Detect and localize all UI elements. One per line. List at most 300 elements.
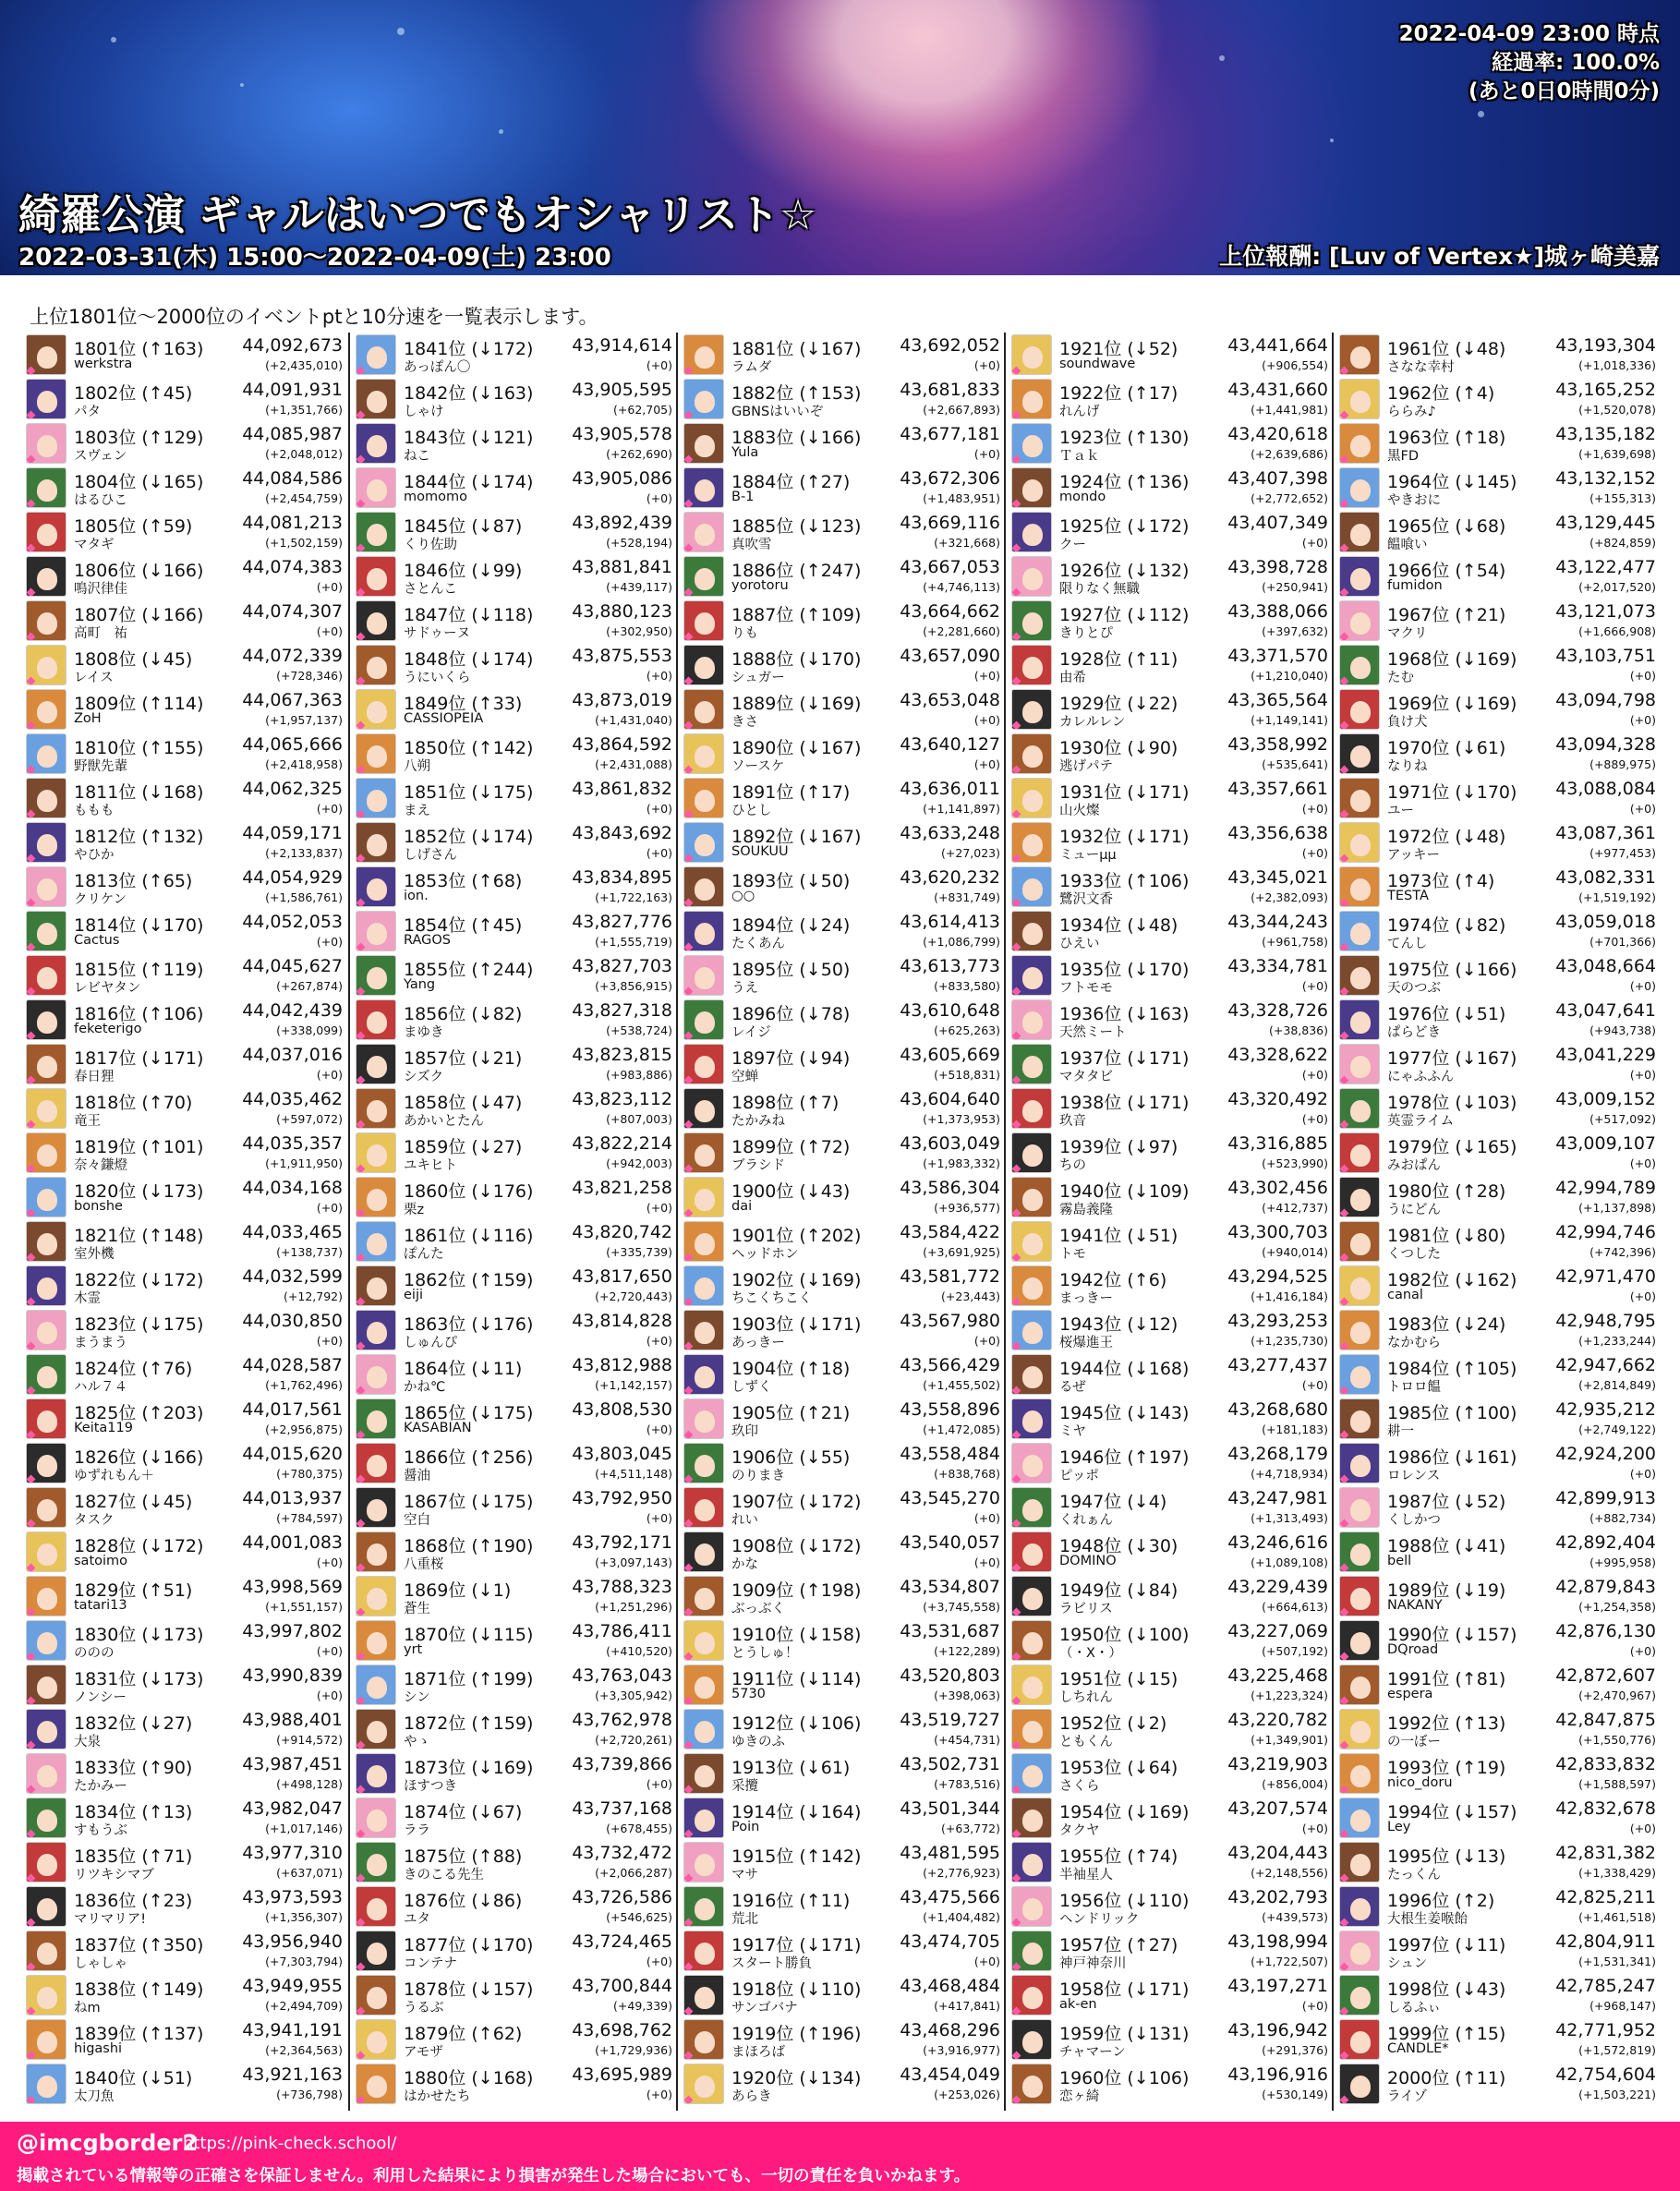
event-points: 43,047,641 [1555,1000,1656,1021]
star-icon [1340,588,1349,597]
avatar-face [37,1898,57,1920]
producer-name: 真吹雪 [731,538,772,552]
star-icon [1340,2052,1349,2060]
idol-avatar-icon [26,1398,66,1439]
rank-label: 1804位 (↓165) [74,472,204,492]
ranking-entry [678,1707,1006,1751]
ranking-entry [678,554,1006,599]
rank-label: 1806位 (↓166) [74,561,204,581]
idol-avatar-icon [683,556,724,597]
star-icon [27,1209,36,1217]
producer-name: かな [731,1557,758,1572]
producer-name: 耕一 [1387,1424,1414,1439]
ranking-entry [1006,732,1334,776]
event-points: 43,345,021 [1227,867,1328,888]
producer-name: yorotoru [731,578,789,593]
star-icon [27,1608,36,1616]
idol-avatar-icon [26,1531,66,1572]
points-delta: (+2,133,837) [265,846,343,860]
event-points: 43,905,086 [572,468,672,489]
ranking-entry [350,1131,678,1175]
producer-name: ハル７４ [74,1380,127,1395]
star-icon [27,1386,36,1395]
ranking-entry [678,1042,1006,1086]
avatar-face [695,790,715,812]
rank-label: 1821位 (↑148) [74,1226,204,1246]
event-points: 43,388,066 [1227,601,1328,622]
rank-label: 1989位 (↓19) [1387,1580,1506,1601]
avatar-face [1022,1632,1043,1654]
star-icon [27,1120,36,1129]
points-delta: (+122,289) [934,1644,1000,1658]
idol-avatar-icon [1011,1798,1052,1838]
twitter-handle-link[interactable]: @imcgborder2 [17,2130,199,2156]
event-points: 44,035,357 [242,1133,343,1154]
avatar-face [367,1765,387,1787]
points-delta: (+1,223,324) [1251,1689,1328,1702]
avatar-face [367,745,387,768]
rank-label: 1872位 (↑159) [404,1713,534,1734]
rank-label: 1848位 (↓174) [404,649,534,670]
star-icon [357,1386,366,1395]
rank-label: 1936位 (↓163) [1059,1004,1190,1024]
event-points: 43,792,950 [572,1488,672,1508]
rank-label: 1900位 (↓43) [731,1181,851,1202]
idol-avatar-icon [1011,1975,1052,2015]
points-delta: (+1,502,159) [265,536,343,550]
points-delta: (+1,586,761) [265,890,343,904]
rank-label: 1845位 (↓87) [404,516,523,537]
rank-label: 1906位 (↓55) [731,1447,851,1468]
points-delta: (+0) [646,1777,672,1791]
event-points: 43,677,181 [900,424,1000,444]
star-icon [27,1032,36,1040]
points-delta: (+2,435,010) [265,358,343,372]
producer-name: soundwave [1059,357,1136,371]
star-icon [684,1298,694,1306]
idol-avatar-icon [356,866,396,907]
idol-avatar-icon [1339,1886,1380,1927]
ranking-entry [350,421,678,466]
idol-avatar-icon [683,1753,724,1794]
event-points: 43,821,258 [572,1178,672,1198]
producer-name: うにどん [1387,1203,1441,1217]
event-points: 42,879,843 [1555,1577,1656,1597]
idol-avatar-icon [26,467,66,508]
producer-name: きのこる先生 [404,1868,484,1882]
points-delta: (+1,441,981) [1251,403,1328,417]
points-delta: (+0) [1629,669,1656,683]
idol-avatar-icon [356,1576,396,1616]
ranking-entry [678,1264,1006,1308]
event-points: 43,475,566 [900,1887,1000,1907]
rank-label: 1957位 (↑27) [1059,1935,1178,1955]
points-delta: (+1,957,137) [265,713,343,727]
star-icon [684,1165,694,1173]
rank-label: 1907位 (↓172) [731,1492,862,1512]
producer-name: ZoH [74,711,102,726]
points-delta: (+0) [646,358,672,372]
idol-avatar-icon [26,1798,66,1838]
producer-name: ひとし [731,804,772,818]
avatar-face [1350,923,1371,945]
rank-label: 1932位 (↓171) [1059,827,1190,847]
idol-avatar-icon [26,1177,66,1217]
points-delta: (+0) [1629,979,1656,993]
ranking-entry [20,421,348,466]
rank-label: 1880位 (↓168) [404,2068,534,2088]
avatar-face [1022,1455,1043,1477]
ranking-entry [1334,909,1662,953]
producer-name: ぽんた [404,1247,444,1262]
event-points: 42,825,211 [1555,1887,1656,1907]
idol-avatar-icon [356,334,396,375]
event-points: 43,726,586 [572,1887,672,1907]
rank-label: 1918位 (↓110) [731,1979,862,2000]
producer-name: くつした [1387,1247,1441,1262]
avatar-face [37,435,57,457]
avatar-face [367,1277,387,1300]
event-points: 43,892,439 [572,513,672,533]
producer-name: 黒FD [1387,449,1420,464]
event-points: 42,872,607 [1555,1665,1656,1686]
points-delta: (+940,014) [1262,1245,1328,1259]
star-icon [357,1076,366,1084]
points-delta: (+0) [1629,1644,1656,1658]
star-icon [1012,1431,1021,1439]
star-icon [357,1830,366,1838]
idol-avatar-icon [356,1842,396,1882]
avatar-face [1022,701,1043,723]
event-points: 42,831,382 [1555,1843,1656,1863]
idol-avatar-icon [1339,733,1380,774]
points-delta: (+4,718,934) [1251,1467,1328,1481]
avatar-face [1350,1721,1371,1743]
ranking-entry [678,1086,1006,1131]
idol-avatar-icon [1011,1753,1052,1794]
avatar-face [367,923,387,945]
event-points: 42,947,662 [1555,1355,1656,1375]
producer-name: 饂喰い [1387,538,1428,552]
event-points: 43,204,443 [1227,1843,1328,1863]
idol-avatar-icon [1011,334,1052,375]
ranking-entry [678,1663,1006,1707]
event-points: 43,246,616 [1227,1532,1328,1553]
avatar-face [1022,1366,1043,1388]
idol-avatar-icon [683,467,724,508]
star-icon [1012,633,1021,641]
star-icon [357,1475,366,1483]
ranking-entry [678,1352,1006,1397]
producer-name: まっきー [1059,1291,1113,1306]
rank-label: 1993位 (↑19) [1387,1758,1506,1778]
producer-name: 八重桜 [404,1557,444,1572]
avatar-face [37,967,57,989]
ranking-entry [1334,1485,1662,1530]
producer-name: タクヤ [1059,1823,1100,1838]
ranking-entry [1334,2062,1662,2106]
points-delta: (+27,023) [941,846,1000,860]
idol-avatar-icon [1011,911,1052,951]
points-delta: (+1,313,493) [1251,1511,1328,1525]
event-points: 42,785,247 [1555,1976,1656,1996]
ranking-entry [350,909,678,953]
rank-label: 1909位 (↑198) [731,1580,862,1601]
ranking-entry [678,1397,1006,1441]
rank-label: 1952位 (↓2) [1059,1713,1167,1734]
avatar-face [367,1011,387,1034]
producer-name: しちれん [1059,1690,1113,1705]
star-icon [684,1564,694,1572]
star-icon [684,2007,694,2015]
producer-name: マクリ [1387,626,1428,641]
avatar-face [1350,1056,1371,1078]
idol-avatar-icon [356,1398,396,1439]
star-icon [1340,1652,1349,1661]
rank-label: 1968位 (↓169) [1387,649,1517,670]
event-points: 43,531,687 [900,1621,1000,1641]
producer-name: マタタビ [1059,1070,1113,1084]
points-delta: (+546,625) [606,1910,672,1924]
event-points: 43,196,916 [1227,2064,1328,2085]
star-icon [1340,633,1349,641]
star-icon [357,1431,366,1439]
idol-avatar-icon [1339,1709,1380,1749]
idol-avatar-icon [683,911,724,951]
sparkle-decoration [397,28,405,35]
event-points: 43,812,988 [572,1355,672,1375]
points-delta: (+3,097,143) [595,1555,672,1569]
rank-label: 1931位 (↓171) [1059,782,1190,803]
star-icon [27,899,36,907]
idol-avatar-icon [356,423,396,464]
event-points: 43,834,895 [572,867,672,888]
points-delta: (+0) [1629,1289,1656,1303]
star-icon [684,411,694,419]
event-points: 43,103,751 [1555,646,1656,666]
event-points: 43,792,171 [572,1532,672,1553]
star-icon [357,2096,366,2104]
rank-label: 1980位 (↑28) [1387,1181,1506,1202]
producer-name: てんし [1387,937,1428,951]
avatar-face [367,1499,387,1521]
rank-label: 1991位 (↑81) [1387,1669,1506,1689]
producer-name: SOUKUU [731,844,789,859]
producer-name: higashi [74,2041,123,2056]
ranking-entry [350,1086,678,1131]
producer-name: 鳴沢律佳 [74,582,127,597]
avatar-face [1022,657,1043,679]
idol-avatar-icon [683,1798,724,1838]
rank-label: 1807位 (↓166) [74,605,204,625]
rank-label: 1947位 (↓4) [1059,1492,1167,1512]
progress-rate: 経過率: 100.0% [1491,51,1660,75]
producer-name: スタート勝負 [731,1956,812,1971]
idol-avatar-icon [356,822,396,863]
event-points: 43,581,772 [900,1266,1000,1287]
ranking-entry [1006,1884,1334,1929]
rank-label: 1967位 (↑21) [1387,605,1506,625]
event-points: 43,197,271 [1227,1976,1328,1996]
rank-label: 1890位 (↓167) [731,738,862,758]
avatar-face [695,1366,715,1388]
avatar-face [37,1499,57,1521]
event-points: 43,803,045 [572,1444,672,1464]
producer-name: まえ [404,804,430,818]
rank-label: 1994位 (↓157) [1387,1802,1517,1822]
star-icon [357,854,366,863]
producer-name: カレルレン [1059,715,1126,730]
rank-label: 1939位 (↓97) [1059,1137,1178,1157]
event-points: 43,358,992 [1227,734,1328,755]
star-icon [27,1919,36,1927]
star-icon [684,455,694,464]
points-delta: (+889,975) [1589,757,1656,771]
idol-avatar-icon [356,1354,396,1395]
star-icon [357,1165,366,1173]
ranking-entry [350,1840,678,1884]
points-delta: (+1,729,936) [595,2043,672,2057]
avatar-face [1350,834,1371,856]
avatar-face [1022,391,1043,413]
idol-avatar-icon [1339,1620,1380,1661]
producer-name: ののの [74,1646,115,1661]
event-points: 43,048,664 [1555,956,1656,976]
points-delta: (+12,792) [284,1289,343,1303]
event-points: 43,219,903 [1227,1754,1328,1774]
ranking-entry [1006,1175,1334,1219]
ranking-entry [678,1796,1006,1840]
producer-name: レイス [74,671,114,685]
star-icon [27,1475,36,1483]
event-points: 42,971,470 [1555,1266,1656,1287]
avatar-face [695,2076,715,2098]
points-delta: (+2,720,443) [595,1289,672,1303]
rank-label: 1974位 (↓82) [1387,915,1506,936]
producer-name: momomo [404,490,467,504]
producer-name: 神戸神奈川 [1059,1956,1127,1971]
star-icon [684,1431,694,1439]
idol-avatar-icon [683,1088,724,1129]
ranking-entry [678,377,1006,421]
ranking-entry [350,1574,678,1618]
avatar-face [1350,1366,1371,1388]
points-delta: (+0) [316,1201,343,1215]
ranking-entry [20,865,348,909]
site-url-link[interactable]: https://pink-check.school/ [183,2134,397,2153]
avatar-face [37,745,57,768]
event-points: 43,603,049 [900,1133,1000,1154]
producer-name: きりとぴ [1059,626,1113,641]
points-delta: (+2,814,849) [1578,1378,1656,1392]
points-delta: (+321,668) [934,536,1000,550]
rank-label: 1897位 (↓94) [731,1048,851,1069]
rank-label: 1855位 (↑244) [404,960,534,980]
idol-avatar-icon [1339,556,1380,597]
avatar-face [1350,612,1371,635]
idol-avatar-icon [356,1620,396,1661]
points-delta: (+335,739) [606,1245,672,1259]
idol-avatar-icon [26,334,66,375]
idol-avatar-icon [1011,1354,1052,1395]
avatar-face [367,524,387,546]
avatar-face [367,834,387,856]
idol-avatar-icon [683,1886,724,1927]
star-icon [1340,1741,1349,1749]
producer-name: ユー [1387,804,1414,818]
ranking-entry [20,333,348,377]
star-icon [357,1298,366,1306]
rank-label: 1983位 (↓24) [1387,1314,1506,1335]
star-icon [1012,1874,1021,1882]
points-delta: (+302,950) [606,624,672,638]
idol-avatar-icon [1339,1931,1380,1971]
event-points: 43,672,306 [900,468,1000,489]
idol-avatar-icon [26,1265,66,1306]
star-icon [684,677,694,685]
rank-label: 1941位 (↓51) [1059,1226,1178,1246]
star-icon [357,1741,366,1749]
rank-label: 1833位 (↑90) [74,1758,193,1778]
avatar-face [695,657,715,679]
idol-avatar-icon [356,1798,396,1838]
rank-label: 1884位 (↑27) [731,472,851,492]
avatar-face [1022,1322,1043,1344]
idol-avatar-icon [683,334,724,375]
producer-name: チャマーン [1059,2045,1126,2060]
star-icon [684,544,694,552]
points-delta: (+1,089,108) [1251,1555,1328,1569]
ranking-entry [1006,1131,1334,1175]
ranking-entry [350,1973,678,2017]
ranking-entry [20,1530,348,1574]
avatar-face [1022,1277,1043,1300]
idol-avatar-icon [683,1975,724,2015]
star-icon [1012,1032,1021,1040]
ranking-entry [20,1397,348,1441]
ranking-entry [1334,1042,1662,1086]
rank-label: 1847位 (↓118) [404,605,534,625]
ranking-entry [20,1707,348,1751]
rank-label: 1846位 (↓99) [404,561,523,581]
event-points: 44,074,383 [242,557,343,577]
idol-avatar-icon [1339,1842,1380,1882]
points-delta: (+518,831) [934,1068,1000,1082]
star-icon [684,899,694,907]
ranking-entry [20,554,348,599]
points-delta: (+1,149,141) [1251,713,1328,727]
avatar-face [37,1277,57,1300]
ranking-entry [678,1175,1006,1219]
producer-name: Yang [404,977,436,992]
event-points: 42,771,952 [1555,2020,1656,2040]
ranking-entry [350,687,678,732]
rank-label: 1953位 (↓64) [1059,1758,1178,1778]
idol-avatar-icon [356,778,396,818]
producer-name: ミューμμ [1059,848,1117,863]
event-points: 43,082,331 [1555,867,1656,888]
idol-avatar-icon [1011,778,1052,818]
avatar-face [1022,1499,1043,1521]
event-points: 42,876,130 [1555,1621,1656,1641]
star-icon [357,1608,366,1616]
star-icon [684,1386,694,1395]
producer-name: espera [1387,1687,1433,1701]
star-icon [357,987,366,996]
idol-avatar-icon [1011,379,1052,419]
ranking-entry [20,1308,348,1352]
star-icon [1340,1342,1349,1350]
